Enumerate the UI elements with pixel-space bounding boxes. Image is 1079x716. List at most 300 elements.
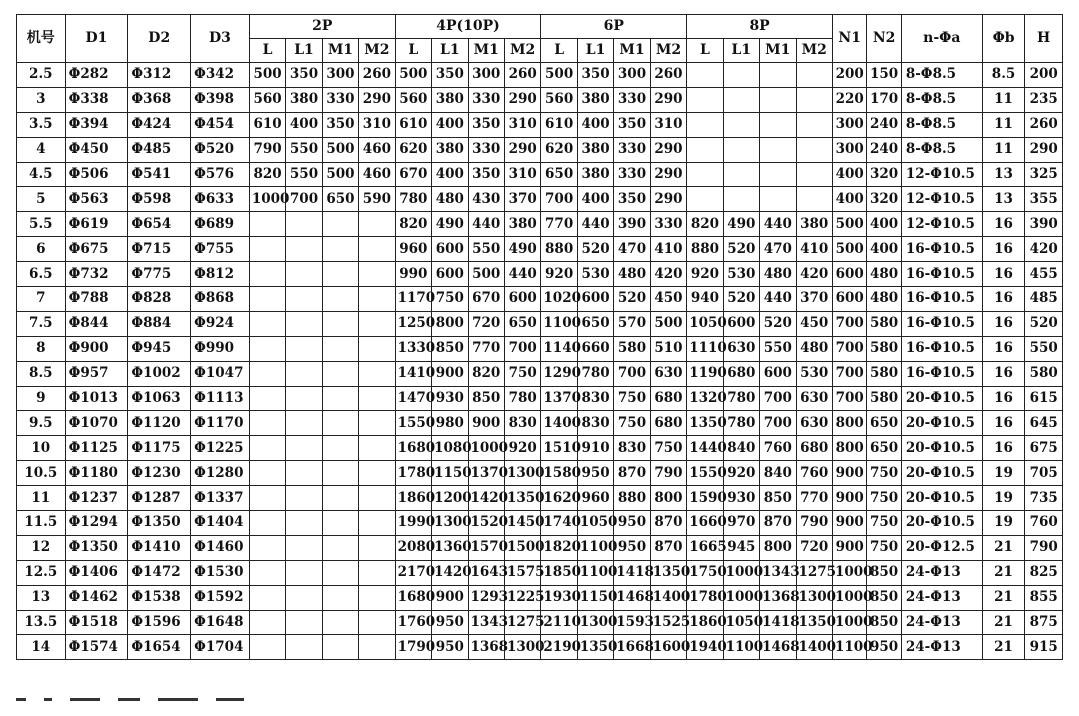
cell-p2-m1: [322, 262, 358, 287]
header-sub-m2: M2: [359, 39, 395, 63]
cell-p8-l: [687, 87, 723, 112]
cell-p2-m2: [359, 585, 395, 610]
header-sub-l1: L1: [432, 39, 468, 63]
cell-n-phi-a: 20-Φ10.5: [901, 386, 982, 411]
header-n2: N2: [867, 15, 901, 63]
cell-p6-m1: 1418: [614, 560, 650, 585]
cell-p4-l1: 800: [432, 311, 468, 336]
cell-p6-l: 1370: [541, 386, 577, 411]
cell-p6-l1: 440: [577, 212, 613, 237]
cell-p6-l: 700: [541, 187, 577, 212]
cell-p8-l1: [723, 63, 759, 88]
cell-p8-m2: [796, 112, 832, 137]
cell-p6-m1: 950: [614, 511, 650, 536]
cell-d2: Φ1230: [128, 461, 191, 486]
cell-p4-l1: 980: [432, 411, 468, 436]
cell-p2-m1: 500: [322, 162, 358, 187]
cell-p8-m1: 1468: [760, 635, 796, 660]
cell-h: 705: [1025, 461, 1063, 486]
cell-d3: Φ689: [191, 212, 250, 237]
cell-d1: Φ282: [65, 63, 128, 88]
cell-p4-l1: 900: [432, 585, 468, 610]
cell-p6-m1: 700: [614, 361, 650, 386]
cell-p2-m2: [359, 262, 395, 287]
cell-p2-l1: [286, 237, 322, 262]
cell-d2: Φ1654: [128, 635, 191, 660]
cell-phi-b: 16: [982, 262, 1025, 287]
cell-p2-m2: [359, 361, 395, 386]
cell-p4-m2: 1225: [504, 585, 540, 610]
cell-model: 6: [17, 237, 66, 262]
cell-p2-m2: [359, 386, 395, 411]
cell-p4-l1: 380: [432, 87, 468, 112]
cell-p2-l: [249, 212, 285, 237]
cell-model: 8.5: [17, 361, 66, 386]
cell-d3: Φ1337: [191, 486, 250, 511]
cell-phi-b: 16: [982, 436, 1025, 461]
cell-p8-m2: [796, 187, 832, 212]
cell-p2-m2: [359, 336, 395, 361]
cell-p4-m2: 650: [504, 311, 540, 336]
cell-p2-m2: [359, 610, 395, 635]
table-row: [17, 162, 1063, 187]
cell-p4-l: 990: [395, 262, 431, 287]
cell-p8-m1: [760, 87, 796, 112]
cell-h: 550: [1025, 336, 1063, 361]
cell-p2-l1: 350: [286, 63, 322, 88]
cell-p8-m2: 720: [796, 535, 832, 560]
cell-d2: Φ884: [128, 311, 191, 336]
cell-p8-l: [687, 137, 723, 162]
cell-p2-l: [249, 486, 285, 511]
header-h: H: [1025, 15, 1063, 63]
cell-p6-l: 1020: [541, 287, 577, 312]
cell-p4-m2: 260: [504, 63, 540, 88]
cell-p6-l1: 530: [577, 262, 613, 287]
cell-p8-m2: [796, 63, 832, 88]
cell-d1: Φ1294: [65, 511, 128, 536]
cell-p2-l: [249, 635, 285, 660]
cell-d1: Φ788: [65, 287, 128, 312]
cell-p6-m2: 410: [650, 237, 686, 262]
cell-p4-m2: 490: [504, 237, 540, 262]
cell-p2-l1: [286, 635, 322, 660]
cell-p6-l1: 960: [577, 486, 613, 511]
cell-d1: Φ1070: [65, 411, 128, 436]
cell-n1: 500: [832, 237, 866, 262]
cell-p2-l: 790: [249, 137, 285, 162]
cell-p4-l: 2080: [395, 535, 431, 560]
cell-p2-l: [249, 262, 285, 287]
cell-p8-l1: 1000: [723, 560, 759, 585]
cell-p6-m2: 290: [650, 137, 686, 162]
cell-p4-m1: 500: [468, 262, 504, 287]
cell-p8-m2: 1350: [796, 610, 832, 635]
cell-p6-l: 1620: [541, 486, 577, 511]
cell-p6-l: 610: [541, 112, 577, 137]
cell-p4-l1: 1300: [432, 511, 468, 536]
cell-p8-m1: [760, 63, 796, 88]
cell-n2: 480: [867, 262, 901, 287]
cell-h: 355: [1025, 187, 1063, 212]
header-d1: D1: [65, 15, 128, 63]
cell-p8-l1: 630: [723, 336, 759, 361]
cell-n1: 1000: [832, 560, 866, 585]
header-sub-m2: M2: [650, 39, 686, 63]
cell-n2: 850: [867, 610, 901, 635]
cell-p4-m2: 700: [504, 336, 540, 361]
cell-p6-l1: 400: [577, 187, 613, 212]
cell-n-phi-a: 16-Φ10.5: [901, 262, 982, 287]
cell-p6-m1: 330: [614, 87, 650, 112]
cell-p8-l: [687, 187, 723, 212]
cell-p2-m1: 330: [322, 87, 358, 112]
cell-p4-m1: 1420: [468, 486, 504, 511]
cell-n-phi-a: 16-Φ10.5: [901, 237, 982, 262]
cell-p4-l: 820: [395, 212, 431, 237]
table-row: [17, 137, 1063, 162]
cell-p8-l: 1190: [687, 361, 723, 386]
cell-p4-l1: 1200: [432, 486, 468, 511]
cell-p6-m2: 630: [650, 361, 686, 386]
cell-p6-m2: 290: [650, 162, 686, 187]
header-sub-l: L: [249, 39, 285, 63]
cell-p4-m1: 350: [468, 112, 504, 137]
cell-p2-l1: [286, 287, 322, 312]
cell-d2: Φ312: [128, 63, 191, 88]
cell-p4-m1: 1368: [468, 635, 504, 660]
cell-p4-l: 1470: [395, 386, 431, 411]
table-row: [17, 511, 1063, 536]
cell-n-phi-a: 24-Φ13: [901, 635, 982, 660]
cell-p4-m2: 310: [504, 112, 540, 137]
cell-p8-m1: 700: [760, 386, 796, 411]
cell-h: 675: [1025, 436, 1063, 461]
cell-n1: 1000: [832, 585, 866, 610]
cell-n1: 300: [832, 112, 866, 137]
cell-p6-m1: 580: [614, 336, 650, 361]
cell-p4-l: 500: [395, 63, 431, 88]
cell-h: 290: [1025, 137, 1063, 162]
cell-n-phi-a: 20-Φ10.5: [901, 411, 982, 436]
cell-p6-m2: 290: [650, 187, 686, 212]
cell-p8-l1: 1050: [723, 610, 759, 635]
cell-phi-b: 16: [982, 386, 1025, 411]
cell-n2: 580: [867, 361, 901, 386]
cell-p4-m2: 750: [504, 361, 540, 386]
cell-p2-l: [249, 535, 285, 560]
cell-p6-l1: 380: [577, 162, 613, 187]
cell-n-phi-a: 8-Φ8.5: [901, 87, 982, 112]
cell-phi-b: 13: [982, 187, 1025, 212]
cell-p8-l: 1320: [687, 386, 723, 411]
cell-n-phi-a: 20-Φ10.5: [901, 486, 982, 511]
cell-d1: Φ1518: [65, 610, 128, 635]
cell-p2-m1: [322, 212, 358, 237]
cell-d1: Φ394: [65, 112, 128, 137]
cell-p4-l1: 1080: [432, 436, 468, 461]
cell-p4-m1: 550: [468, 237, 504, 262]
cell-p2-m2: 590: [359, 187, 395, 212]
cell-d2: Φ1175: [128, 436, 191, 461]
cell-phi-b: 16: [982, 361, 1025, 386]
cell-d3: Φ1704: [191, 635, 250, 660]
cell-d3: Φ1113: [191, 386, 250, 411]
cell-p2-m1: [322, 311, 358, 336]
cell-h: 260: [1025, 112, 1063, 137]
cell-n2: 480: [867, 287, 901, 312]
header-group-6p: 6P: [541, 15, 687, 39]
cell-p8-m1: [760, 112, 796, 137]
cell-p4-l1: 490: [432, 212, 468, 237]
cell-p2-l: 820: [249, 162, 285, 187]
cell-p6-l1: 1050: [577, 511, 613, 536]
cell-p4-m2: 1500: [504, 535, 540, 560]
cell-p4-l1: 1420: [432, 560, 468, 585]
cell-p4-l1: 850: [432, 336, 468, 361]
cell-p4-l: 2170: [395, 560, 431, 585]
cell-phi-b: 16: [982, 411, 1025, 436]
cell-n1: 400: [832, 187, 866, 212]
cell-p8-l1: [723, 162, 759, 187]
cell-d3: Φ1280: [191, 461, 250, 486]
cell-p2-l1: [286, 511, 322, 536]
cell-model: 7.5: [17, 311, 66, 336]
cell-p8-m1: 760: [760, 436, 796, 461]
cell-n-phi-a: 8-Φ8.5: [901, 112, 982, 137]
cell-p4-l: 1790: [395, 635, 431, 660]
cell-p6-m1: 880: [614, 486, 650, 511]
header-sub-l: L: [687, 39, 723, 63]
cell-d3: Φ1648: [191, 610, 250, 635]
cell-p4-m2: 290: [504, 87, 540, 112]
cell-p8-l: 1940: [687, 635, 723, 660]
cell-model: 13: [17, 585, 66, 610]
cell-phi-b: 21: [982, 610, 1025, 635]
cell-p6-m1: 330: [614, 162, 650, 187]
cell-phi-b: 21: [982, 535, 1025, 560]
cell-p8-l: [687, 162, 723, 187]
header-sub-m2: M2: [504, 39, 540, 63]
cell-phi-b: 19: [982, 511, 1025, 536]
cell-p8-m2: [796, 162, 832, 187]
header-sub-m1: M1: [322, 39, 358, 63]
cell-n2: 580: [867, 311, 901, 336]
cell-p2-m2: 290: [359, 87, 395, 112]
cell-h: 875: [1025, 610, 1063, 635]
cell-p2-m1: [322, 486, 358, 511]
cell-p6-l1: 1350: [577, 635, 613, 660]
cell-phi-b: 16: [982, 237, 1025, 262]
cell-p2-l: [249, 511, 285, 536]
table-row: [17, 63, 1063, 88]
cell-n2: 240: [867, 137, 901, 162]
cell-p2-l1: [286, 386, 322, 411]
cell-d1: Φ619: [65, 212, 128, 237]
cell-p8-l1: 600: [723, 311, 759, 336]
cell-d3: Φ576: [191, 162, 250, 187]
cell-p2-m1: [322, 461, 358, 486]
cell-d3: Φ633: [191, 187, 250, 212]
table-body: [17, 63, 1063, 660]
cell-phi-b: 11: [982, 137, 1025, 162]
header-phi-b: Φb: [982, 15, 1025, 63]
cell-p6-m1: 950: [614, 535, 650, 560]
table-row: [17, 436, 1063, 461]
cell-n1: 600: [832, 287, 866, 312]
cell-p6-m2: 790: [650, 461, 686, 486]
cell-p4-m1: 330: [468, 87, 504, 112]
cell-p6-m1: 1593: [614, 610, 650, 635]
table-row: [17, 287, 1063, 312]
cell-d3: Φ868: [191, 287, 250, 312]
cell-p8-m2: 1275: [796, 560, 832, 585]
cell-p4-m1: 720: [468, 311, 504, 336]
cell-p6-l: 920: [541, 262, 577, 287]
cell-p6-m1: 870: [614, 461, 650, 486]
cell-p4-m1: 900: [468, 411, 504, 436]
cell-d3: Φ990: [191, 336, 250, 361]
cell-model: 14: [17, 635, 66, 660]
table-row: [17, 237, 1063, 262]
cell-p8-m2: 480: [796, 336, 832, 361]
cell-p8-l: 1550: [687, 461, 723, 486]
cell-p4-m1: 1293: [468, 585, 504, 610]
cell-model: 12: [17, 535, 66, 560]
cell-d3: Φ520: [191, 137, 250, 162]
cell-p6-m1: 1468: [614, 585, 650, 610]
cell-d1: Φ675: [65, 237, 128, 262]
cell-n1: 300: [832, 137, 866, 162]
cell-n1: 900: [832, 535, 866, 560]
cell-phi-b: 16: [982, 336, 1025, 361]
cell-p8-m2: 1400: [796, 635, 832, 660]
cell-model: 12.5: [17, 560, 66, 585]
cell-p2-m1: [322, 585, 358, 610]
cell-n-phi-a: 20-Φ10.5: [901, 436, 982, 461]
cell-phi-b: 19: [982, 461, 1025, 486]
header-sub-m1: M1: [760, 39, 796, 63]
cell-p8-m1: 520: [760, 311, 796, 336]
cell-p2-l1: [286, 411, 322, 436]
cell-n2: 750: [867, 461, 901, 486]
cell-n-phi-a: 16-Φ10.5: [901, 336, 982, 361]
cell-p6-m1: 330: [614, 137, 650, 162]
cell-model: 5: [17, 187, 66, 212]
cell-p8-m1: [760, 162, 796, 187]
cell-h: 420: [1025, 237, 1063, 262]
cell-d1: Φ844: [65, 311, 128, 336]
cell-n1: 700: [832, 311, 866, 336]
cell-p4-l: 670: [395, 162, 431, 187]
cell-p8-l1: 840: [723, 436, 759, 461]
cell-p2-l: 610: [249, 112, 285, 137]
cell-p2-m2: [359, 411, 395, 436]
cell-phi-b: 11: [982, 112, 1025, 137]
cell-d2: Φ1350: [128, 511, 191, 536]
cell-p6-m2: 680: [650, 411, 686, 436]
cell-p6-l1: 780: [577, 361, 613, 386]
cell-p2-l1: [286, 585, 322, 610]
cell-p6-l: 560: [541, 87, 577, 112]
cell-p8-l: [687, 63, 723, 88]
cell-p6-m2: 420: [650, 262, 686, 287]
cell-p4-m2: 600: [504, 287, 540, 312]
cell-model: 4.5: [17, 162, 66, 187]
cell-p4-l: 1860: [395, 486, 431, 511]
cell-p8-l: 1440: [687, 436, 723, 461]
cell-p2-m1: [322, 237, 358, 262]
cell-n1: 900: [832, 461, 866, 486]
table-row: [17, 361, 1063, 386]
cell-d3: Φ398: [191, 87, 250, 112]
cell-p6-l1: 1300: [577, 610, 613, 635]
cell-p4-l: 1170: [395, 287, 431, 312]
cell-p8-m2: 410: [796, 237, 832, 262]
cell-p8-l: 940: [687, 287, 723, 312]
cell-p6-l: 650: [541, 162, 577, 187]
cell-n-phi-a: 24-Φ13: [901, 585, 982, 610]
cell-n-phi-a: 20-Φ12.5: [901, 535, 982, 560]
cell-p6-l1: 1100: [577, 560, 613, 585]
cell-p4-m2: 830: [504, 411, 540, 436]
cell-n1: 200: [832, 63, 866, 88]
cell-p8-m1: 470: [760, 237, 796, 262]
cell-h: 580: [1025, 361, 1063, 386]
cell-p2-m2: 460: [359, 162, 395, 187]
cell-p4-m2: 290: [504, 137, 540, 162]
table-row: [17, 560, 1063, 585]
cell-d2: Φ1287: [128, 486, 191, 511]
cell-phi-b: 13: [982, 162, 1025, 187]
cell-p8-m1: [760, 137, 796, 162]
cell-p4-l1: 400: [432, 112, 468, 137]
cell-p2-l1: [286, 610, 322, 635]
cell-p8-m1: 1418: [760, 610, 796, 635]
cell-p4-m2: 1350: [504, 486, 540, 511]
cell-p2-l1: [286, 212, 322, 237]
cell-p8-l1: [723, 137, 759, 162]
cell-p2-m1: 500: [322, 137, 358, 162]
cell-p2-l1: 550: [286, 162, 322, 187]
table-row: [17, 112, 1063, 137]
cell-p8-l1: 930: [723, 486, 759, 511]
cell-p2-l1: [286, 560, 322, 585]
cell-p6-m2: 800: [650, 486, 686, 511]
cell-model: 3.5: [17, 112, 66, 137]
cell-p6-m1: 570: [614, 311, 650, 336]
cell-model: 3: [17, 87, 66, 112]
cell-p8-l1: 520: [723, 237, 759, 262]
cell-n1: 1100: [832, 635, 866, 660]
cell-p8-m2: 380: [796, 212, 832, 237]
cell-p6-m1: 300: [614, 63, 650, 88]
table-row: [17, 610, 1063, 635]
cell-p2-l1: 550: [286, 137, 322, 162]
cell-p2-l: [249, 411, 285, 436]
cell-p8-m2: 370: [796, 287, 832, 312]
cell-p4-l: 610: [395, 112, 431, 137]
cell-p6-m2: 1600: [650, 635, 686, 660]
table-row: [17, 311, 1063, 336]
cell-p4-l1: 930: [432, 386, 468, 411]
cell-p6-l1: 660: [577, 336, 613, 361]
cell-n-phi-a: 8-Φ8.5: [901, 63, 982, 88]
cell-model: 13.5: [17, 610, 66, 635]
cell-p8-l1: 1100: [723, 635, 759, 660]
cell-p6-m2: 1400: [650, 585, 686, 610]
cell-p4-l1: 400: [432, 162, 468, 187]
